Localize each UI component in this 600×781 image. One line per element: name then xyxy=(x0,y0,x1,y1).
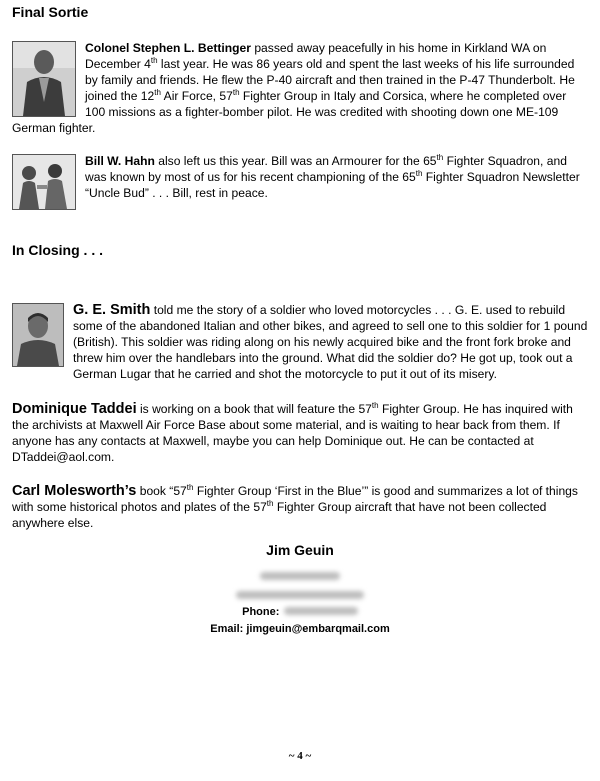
smith-name: G. E. Smith xyxy=(73,302,151,318)
hahn-paragraph: Bill W. Hahn also left us this year. Bill was an Armourer for the 65th Fighter Squadron, and was known by most of us for his recent championing of the 65th Fighter Squadron Newsletter “Uncle Bud” . . . Bill, rest in peace. xyxy=(12,153,588,210)
hahn-name: Bill W. Hahn xyxy=(85,154,155,168)
smith-photo xyxy=(12,303,64,367)
molesworth-name: Carl Molesworth’s xyxy=(12,483,137,499)
bettinger-paragraph: Colonel Stephen L. Bettinger passed away peacefully in his home in Kirkland WA on December 4th last year. He was 86 years old and spent the last weeks of his life surrounded by family and friends. He flew the P-40 aircraft and then trained in the P-47 Thunderbolt. He joined the 12th Air Force, 57th Fighter Group in Italy and Corsica, where he completed over 100 missions as a fighter-bomber pilot. He was credited with shooting down one ME-109 German fighter. xyxy=(12,41,575,135)
page-number: ~ 4 ~ xyxy=(288,750,312,762)
bettinger-photo xyxy=(12,41,76,117)
section-title-in-closing: In Closing . . . xyxy=(12,242,103,258)
taddei-paragraph: Dominique Taddei is working on a book that will feature the 57th Fighter Group. He has inquired with the archivists at Maxwell Air Force Base about some material, and is waiting to hear back from them. If anyone has any contacts at Maxwell, maybe you can help Dominique out. He can be contacted at DTaddei@aol.com. xyxy=(12,400,573,464)
phone-label: Phone: xyxy=(242,606,280,618)
molesworth-paragraph: Carl Molesworth’s book “57th Fighter Group ‘First in the Blue’” is good and summarizes a lot of things with some historical photos and plates of the 57th Fighter Group aircraft that have not been collected anywhere else. xyxy=(12,482,578,530)
smith-paragraph: G. E. Smith told me the story of a soldier who loved motorcycles . . . G. E. used to rebuild some of the abandoned Italian and other bikes, and agreed to sell one to this soldier for 1 pound (British). This soldier was riding along on his newly acquired bike and the front fork broke and threw him over the handlebars into the ground. What did the soldier do? He got up, took out a German Lugar that he carried and shot the motorcycle to put it out of its misery. xyxy=(12,302,588,382)
phone-redacted xyxy=(284,607,358,615)
taddei-name: Dominique Taddei xyxy=(12,401,137,417)
section-title-final-sortie: Final Sortie xyxy=(12,4,89,20)
address-line-1-redacted xyxy=(0,567,600,585)
email-line: Email: jimgeuin@embarqmail.com xyxy=(210,623,390,635)
bettinger-name: Colonel Stephen L. Bettinger xyxy=(85,41,251,55)
signature-name: Jim Geuin xyxy=(266,542,334,558)
phone-line xyxy=(0,602,600,620)
hahn-photo xyxy=(12,154,76,210)
